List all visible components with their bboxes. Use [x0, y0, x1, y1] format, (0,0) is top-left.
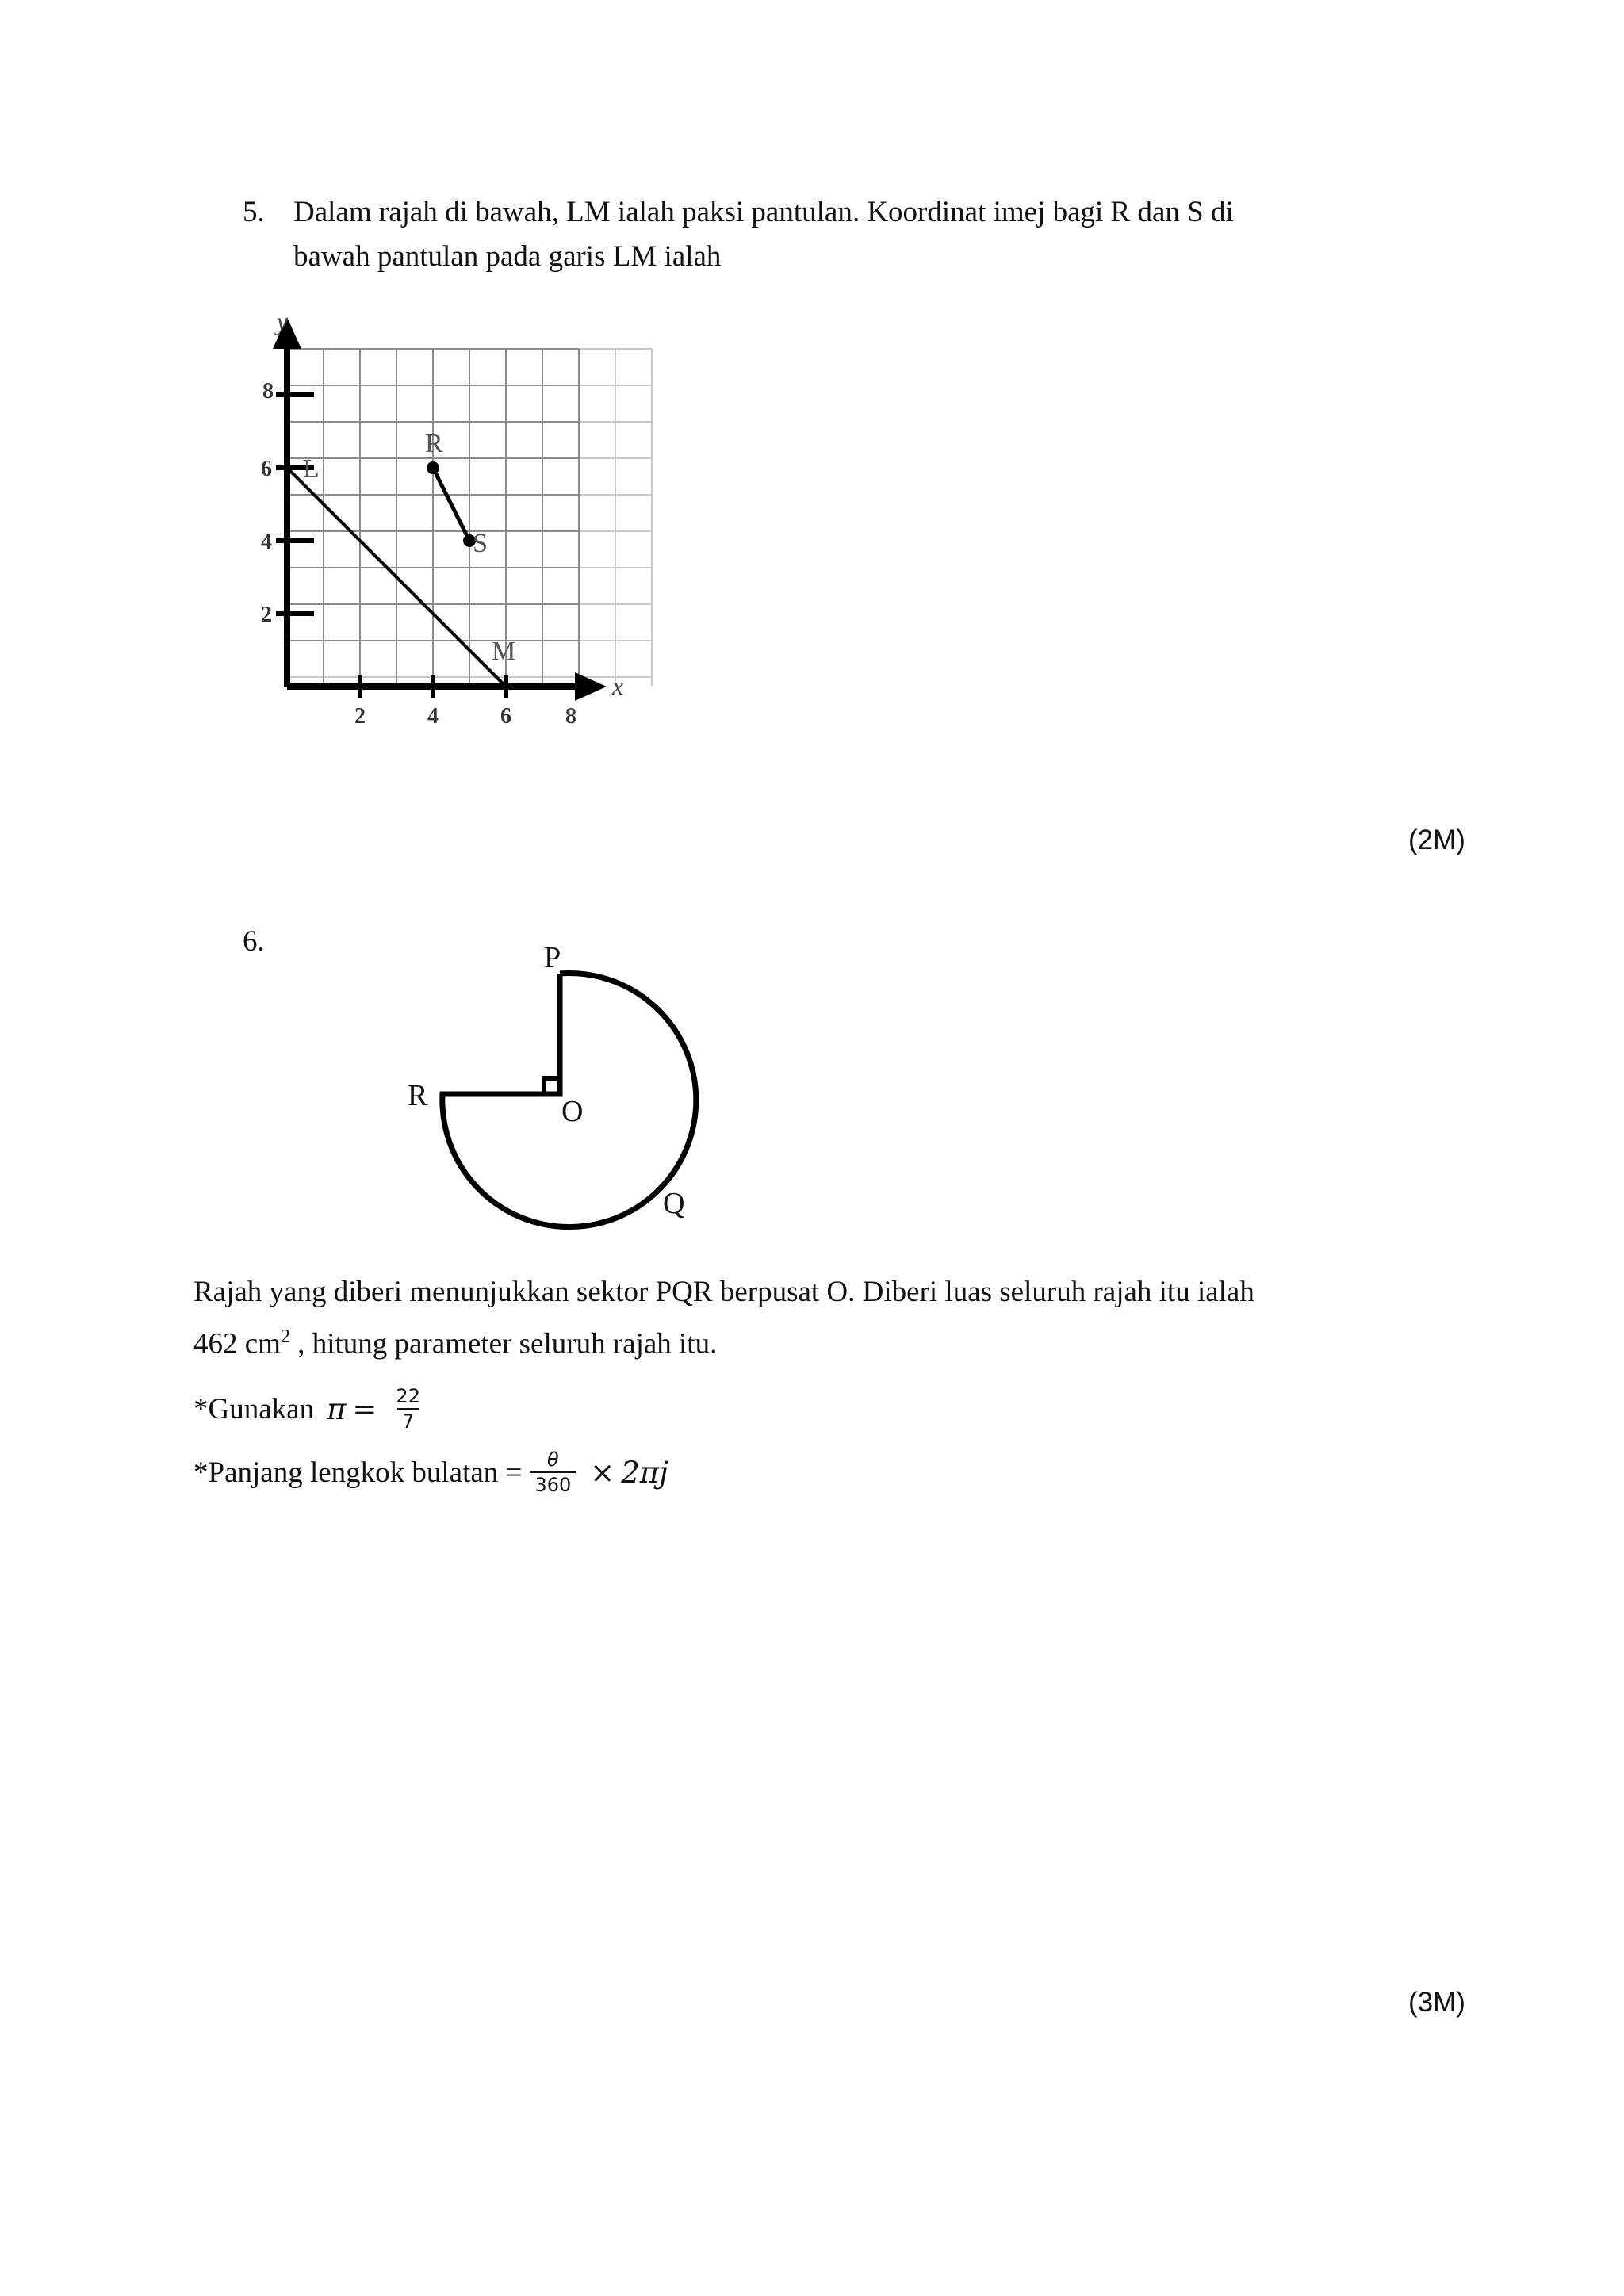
question-5-line-2: bawah pantulan pada garis LM ialah [293, 240, 722, 273]
point-r [427, 461, 439, 474]
hint-arc-length [193, 1448, 668, 1497]
y-tick-6: 6 [261, 457, 272, 481]
x-tick-4: 4 [427, 704, 439, 729]
question-6-number: 6. [243, 925, 265, 958]
question-6-line-2 [193, 1314, 1431, 1366]
pi-fraction-denominator: 7 [397, 1408, 419, 1433]
label-r: R [425, 429, 443, 458]
label-m: M [492, 637, 516, 666]
hint-pi [193, 1384, 433, 1433]
question-5-marks: (2M) [1408, 825, 1465, 855]
pi-fraction [391, 1384, 425, 1433]
label-o: O [561, 1095, 584, 1128]
question-6-line-2-rest: , hitung parameter seluruh rajah itu. [289, 1327, 718, 1360]
x-tick-6: 6 [500, 704, 511, 729]
label-s: S [473, 529, 488, 558]
times-sign: × [590, 1455, 615, 1490]
arc-formula-rest: 2πj [621, 1455, 668, 1490]
question-6-text [193, 1270, 1431, 1366]
segment-rs [433, 468, 469, 541]
x-tick-8: 8 [565, 704, 576, 729]
question-5-text [293, 190, 1404, 279]
x-tick-2: 2 [354, 704, 366, 729]
pi-fraction-numerator: 22 [396, 1385, 420, 1407]
hint-pi-prefix: *Gunakan [193, 1392, 315, 1425]
label-q: Q [663, 1187, 685, 1220]
question-5-line-1: Dalam rajah di bawah, LM ialah paksi pantulan. Koordinat imej bagi R dan S di [293, 196, 1234, 228]
area-unit-superscript: 2 [280, 1326, 290, 1347]
y-tick-2: 2 [261, 603, 272, 627]
x-axis-label: x [612, 672, 624, 700]
equals-sign: = [352, 1391, 377, 1426]
arc-fraction [530, 1448, 576, 1497]
label-p: P [544, 941, 561, 974]
area-value: 462 cm [193, 1327, 281, 1360]
sector-diagram [396, 936, 730, 1237]
question-6-marks: (3M) [1408, 1987, 1465, 2018]
label-l: L [303, 454, 320, 484]
graph-grid-dark [287, 349, 579, 687]
label-r: R [408, 1079, 428, 1112]
pi-symbol: π [327, 1391, 347, 1426]
y-axis-label: y [276, 307, 289, 335]
question-5-number: 5. [243, 196, 265, 228]
question-6-line-1: Rajah yang diberi menunjukkan sektor PQR berpusat O. Diberi luas seluruh rajah itu ialah [193, 1276, 1254, 1308]
arc-fraction-denominator: 360 [530, 1471, 576, 1497]
y-tick-4: 4 [261, 530, 272, 554]
reflection-graph [238, 301, 682, 761]
hint-arc-prefix: *Panjang lengkok bulatan = [193, 1456, 523, 1489]
arc-fraction-numerator: θ [547, 1448, 559, 1471]
y-tick-8: 8 [262, 379, 274, 404]
